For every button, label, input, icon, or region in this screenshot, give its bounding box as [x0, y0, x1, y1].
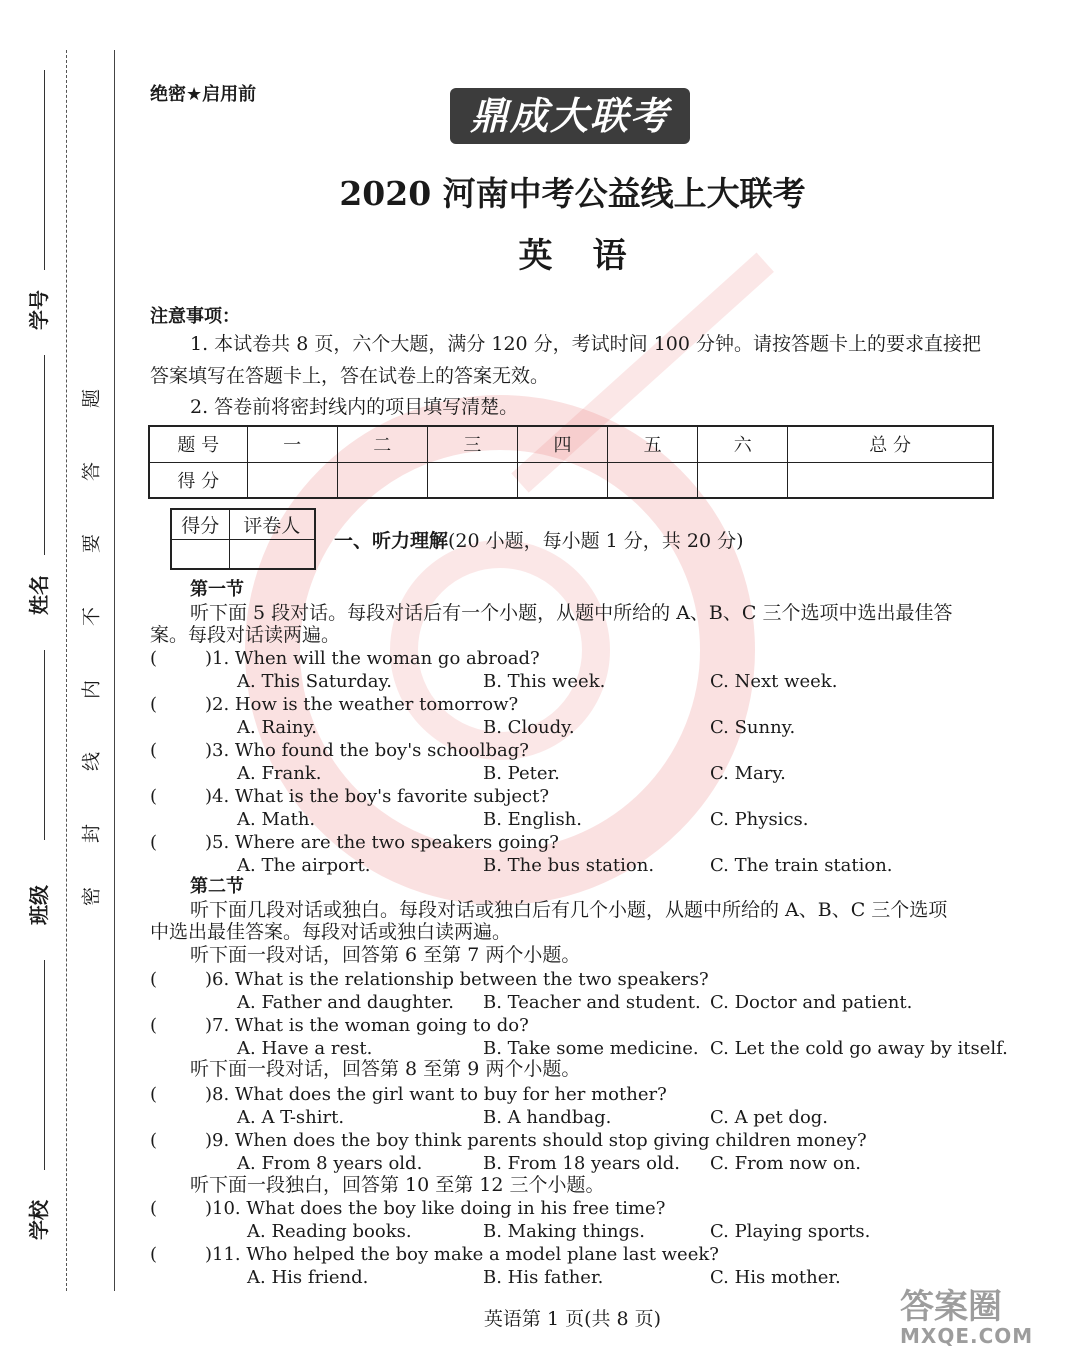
grader-score-header: 得分: [171, 509, 229, 539]
notice-line: 1. 本试卷共 8 页，六个大题，满分 120 分，考试时间 100 分钟。请按答题卡上的要求直接把: [190, 333, 982, 355]
score-header-cell: 三: [427, 426, 517, 462]
answer-paren[interactable]: (: [150, 740, 158, 761]
option-4b: B. English.: [483, 809, 582, 830]
question-2: )2. How is the weather tomorrow?: [205, 694, 519, 715]
option-11c: C. His mother.: [710, 1267, 841, 1288]
section-name: 一、听力理解: [334, 530, 449, 552]
student-id-blank: [44, 70, 45, 270]
part1-instruction: 案。每段对话读两遍。: [150, 624, 341, 646]
answer-paren[interactable]: (: [150, 1244, 158, 1265]
answer-paren[interactable]: (: [150, 1198, 158, 1219]
option-9c: C. From now on.: [710, 1153, 862, 1174]
answer-paren[interactable]: (: [150, 969, 158, 990]
score-header-cell: 四: [517, 426, 607, 462]
section-desc: (20 小题，每小题 1 分，共 20 分): [448, 530, 744, 552]
option-1c: C. Next week.: [710, 671, 838, 692]
confidential-mark: 绝密★启用前: [150, 84, 257, 105]
grader-name-cell[interactable]: [229, 539, 315, 569]
question-10: )10. What does the boy like doing in his free time?: [205, 1198, 666, 1219]
option-3c: C. Mary.: [710, 763, 786, 784]
answer-paren[interactable]: (: [150, 694, 158, 715]
grader-score-cell[interactable]: [171, 539, 229, 569]
score-cell[interactable]: [608, 462, 698, 498]
exam-title: 2020 河南中考公益线上大联考: [339, 174, 806, 213]
seal-char: 题: [80, 389, 103, 409]
option-6c: C. Doctor and patient.: [710, 992, 913, 1013]
seal-char: 要: [80, 534, 103, 554]
notice-line: 答案填写在答题卡上，答在试卷上的答案无效。: [150, 365, 550, 387]
notice-line: 2. 答卷前将密封线内的项目填写清楚。: [190, 396, 519, 418]
section-title: [334, 526, 743, 553]
part1-instruction: 听下面 5 段对话。每段对话后有一个小题，从题中所给的 A、B、C 三个选项中选出最佳答: [190, 602, 953, 624]
name-label: 姓名: [27, 575, 51, 615]
part2-title: 第二节: [190, 876, 244, 897]
grader-table: [170, 508, 316, 570]
monologue-group-instruction: 听下面一段独白，回答第 10 至第 12 三个小题。: [190, 1174, 605, 1196]
question-7: )7. What is the woman going to do?: [205, 1015, 529, 1036]
subject-title: 英语: [518, 236, 667, 276]
seal-char: 封: [80, 824, 103, 844]
option-1a: A. This Saturday.: [237, 671, 393, 692]
dialogue-group-instruction: 听下面一段对话，回答第 8 至第 9 两个小题。: [190, 1058, 581, 1080]
option-9a: A. From 8 years old.: [237, 1153, 423, 1174]
seal-char: 不: [80, 607, 103, 627]
page-footer: 英语第 1 页(共 8 页): [483, 1308, 662, 1330]
option-6a: A. Father and daughter.: [237, 992, 455, 1013]
seal-char: 答: [80, 462, 103, 482]
option-10a: A. Reading books.: [247, 1221, 412, 1242]
question-11: )11. Who helped the boy make a model plane last week?: [205, 1244, 719, 1265]
question-6: )6. What is the relationship between the two speakers?: [205, 969, 709, 990]
grader-name-header: 评卷人: [229, 509, 315, 539]
option-1b: B. This week.: [483, 671, 606, 692]
option-2c: C. Sunny.: [710, 717, 796, 738]
binding-dashed-line: [66, 50, 67, 1291]
score-table: [148, 425, 994, 499]
stamp-url: MXQE.COM: [900, 1324, 1034, 1348]
score-row-label: 得 分: [149, 462, 247, 498]
seal-char: 内: [80, 680, 103, 700]
answer-paren[interactable]: (: [150, 1015, 158, 1036]
score-header-cell: 五: [608, 426, 698, 462]
option-3b: B. Peter.: [483, 763, 560, 784]
option-8c: C. A pet dog.: [710, 1107, 829, 1128]
answer-paren[interactable]: (: [150, 1130, 158, 1151]
answer-paren[interactable]: (: [150, 648, 158, 669]
score-header-cell: 一: [247, 426, 337, 462]
option-3a: A. Frank.: [237, 763, 322, 784]
option-7a: A. Have a rest.: [237, 1038, 373, 1059]
option-9b: B. From 18 years old.: [483, 1153, 680, 1174]
seal-char: 线: [80, 752, 103, 772]
question-8: )8. What does the girl want to buy for her mother?: [205, 1084, 667, 1105]
part1-title: 第一节: [190, 579, 244, 600]
option-10c: C. Playing sports.: [710, 1221, 871, 1242]
option-8b: B. A handbag.: [483, 1107, 612, 1128]
stamp-text: 答案圈: [900, 1287, 1002, 1327]
option-8a: A. A T-shirt.: [237, 1107, 345, 1128]
option-2a: A. Rainy.: [237, 717, 317, 738]
part2-instruction: 中选出最佳答案。每段对话或独白读两遍。: [150, 921, 512, 943]
option-11b: B. His father.: [483, 1267, 604, 1288]
exam-logo: 鼎成大联考: [450, 88, 690, 144]
question-1: )1. When will the woman go abroad?: [205, 648, 540, 669]
dialogue-group-instruction: 听下面一段对话，回答第 6 至第 7 两个小题。: [190, 944, 581, 966]
site-watermark-stamp: [900, 1287, 1070, 1350]
option-2b: B. Cloudy.: [483, 717, 575, 738]
score-cell[interactable]: [698, 462, 788, 498]
question-3: )3. Who found the boy's schoolbag?: [205, 740, 529, 761]
score-header-cell: 题 号: [149, 426, 247, 462]
score-cell[interactable]: [337, 462, 427, 498]
name-blank: [44, 355, 45, 555]
option-11a: A. His friend.: [247, 1267, 369, 1288]
student-id-label: 学号: [27, 290, 51, 330]
seal-char: 密: [80, 887, 103, 907]
score-cell[interactable]: [247, 462, 337, 498]
answer-paren[interactable]: (: [150, 1084, 158, 1105]
option-5c: C. The train station.: [710, 855, 893, 876]
school-label: 学校: [27, 1200, 51, 1240]
option-5b: B. The bus station.: [483, 855, 655, 876]
question-4: )4. What is the boy's favorite subject?: [205, 786, 549, 807]
option-6b: B. Teacher and student.: [483, 992, 701, 1013]
score-value-row: [149, 462, 993, 498]
notice-heading: 注意事项：: [150, 306, 240, 327]
binding-solid-line: [114, 50, 115, 1291]
score-header-row: [149, 426, 993, 462]
option-4c: C. Physics.: [710, 809, 809, 830]
school-blank: [44, 960, 45, 1170]
score-cell[interactable]: [427, 462, 517, 498]
class-blank: [44, 650, 45, 840]
option-10b: B. Making things.: [483, 1221, 645, 1242]
option-5a: A. The airport.: [237, 855, 371, 876]
score-header-cell: 二: [337, 426, 427, 462]
question-5: )5. Where are the two speakers going?: [205, 832, 559, 853]
class-label: 班级: [27, 885, 51, 925]
score-cell[interactable]: [517, 462, 607, 498]
option-7c: C. Let the cold go away by itself.: [710, 1038, 1008, 1059]
score-header-cell: 六: [698, 426, 788, 462]
part2-instruction: 听下面几段对话或独白。每段对话或独白后有几个小题，从题中所给的 A、B、C 三个选项: [190, 899, 948, 921]
answer-paren[interactable]: (: [150, 786, 158, 807]
score-cell[interactable]: [788, 462, 993, 498]
option-7b: B. Take some medicine.: [483, 1038, 699, 1059]
answer-paren[interactable]: (: [150, 832, 158, 853]
score-header-cell: 总 分: [788, 426, 993, 462]
option-4a: A. Math.: [237, 809, 316, 830]
question-9: )9. When does the boy think parents should stop giving children money?: [205, 1130, 867, 1151]
